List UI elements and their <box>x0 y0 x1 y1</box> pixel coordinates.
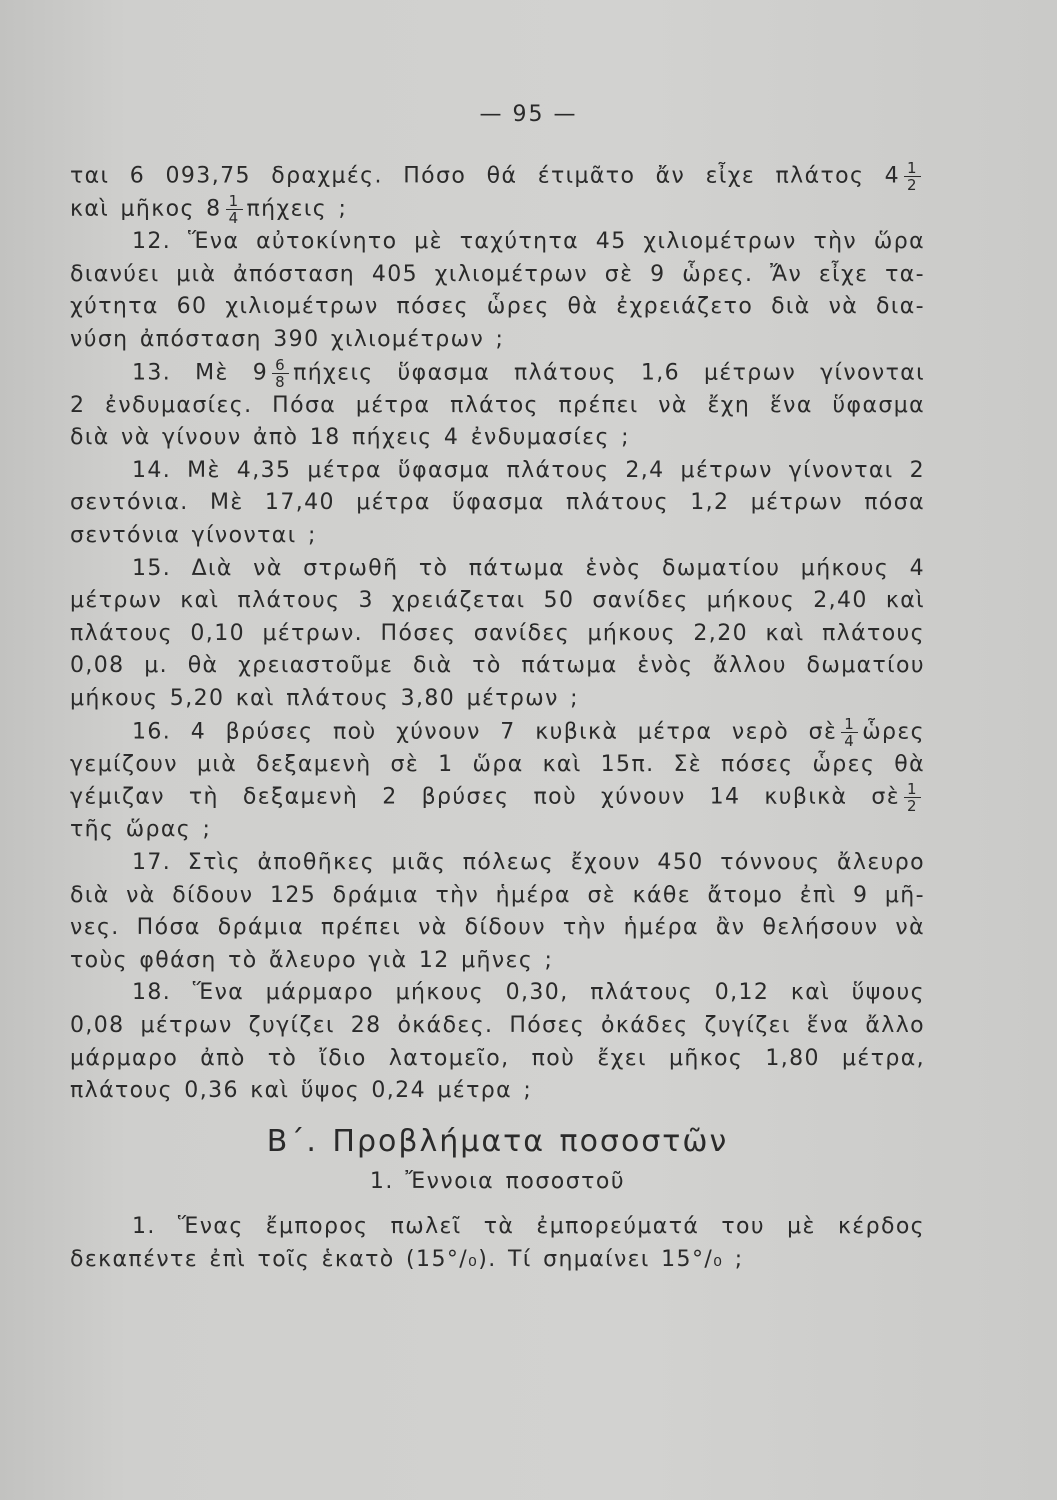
problem-12-line: χύτητα 60 χιλιομέτρων πόσες ὧρες θὰ ἐχρειάζετο διὰ νὰ δια- <box>70 294 925 320</box>
fraction: $\frac{1}{4}$ <box>841 716 858 749</box>
problem-15-line: μέτρων καὶ πλάτους 3 χρειάζεται 50 σανίδες μήκους 2,40 καὶ <box>70 588 925 614</box>
problem-14-line: σεντόνια γίνονται ; <box>70 523 317 549</box>
problem-18-line: 0,08 μέτρων ζυγίζει 28 ὀκάδες. Πόσες ὀκάδες ζυγίζει ἕνα ἄλλο <box>70 1012 925 1038</box>
section-title: Β΄. Προβλήματα ποσοστῶν <box>266 1123 729 1159</box>
problem-17-line: διὰ νὰ δίδουν 125 δράμια τὴν ἡμέρα σὲ κάθε ἄτομο ἐπὶ 9 μῆ- <box>70 882 925 908</box>
problem-15-line: μήκους 5,20 καὶ πλάτους 3,80 μέτρων ; <box>70 686 579 711</box>
page-body <box>70 160 925 1276</box>
problem-17-line: νες. Πόσα δράμια πρέπει νὰ δίδουν τὴν ἡμέρα ἂν θελήσουν νὰ <box>70 915 925 941</box>
problem-13-line: 13. Μὲ 9 $\frac{6}{8}$ πήχεις ὕφασμα πλάτους 1,6 μέτρων γίνονται <box>132 355 925 391</box>
problem-14-line: 14. Μὲ 4,35 μέτρα ὕφασμα πλάτους 2,4 μέτρων γίνονται 2 <box>132 457 925 483</box>
question-1-line: 1. Ἕνας ἔμπορος πωλεῖ τὰ ἐμπορεύματά του μὲ κέρδος <box>132 1213 925 1239</box>
problem-13-line: διὰ νὰ γίνουν ἀπὸ 18 πήχεις 4 ἐνδυμασίες ; <box>70 425 630 451</box>
problem-13-line: 2 ἐνδυμασίες. Πόσα μέτρα πλάτος πρέπει νὰ ἔχη ἕνα ὕφασμα <box>70 392 925 418</box>
problem-17-line: τοὺς φθάση τὸ ἄλευρο γιὰ 12 μῆνες ; <box>70 947 554 973</box>
problem-17-line: 17. Στὶς ἀποθῆκες μιᾶς πόλεως ἔχουν 450 τόννους ἄλευρο <box>132 849 925 875</box>
problem-12-line: διανύει μιὰ ἀπόσταση 405 χιλιομέτρων σὲ 9 ὧρες. Ἄν εἶχε τα- <box>70 261 925 287</box>
problem-16-line: γεμίζουν μιὰ δεξαμενὴ σὲ 1 ὥρα καὶ 15π. Σὲ πόσες ὧρες θὰ <box>70 751 925 777</box>
fraction: $\frac{1}{2}$ <box>904 160 921 193</box>
subsection-title: 1. Ἔννοια ποσοστοῦ <box>369 1169 626 1195</box>
problem-18-line: πλάτους 0,36 καὶ ὕψος 0,24 μέτρα ; <box>70 1078 533 1104</box>
problem-15-line: 15. Διὰ νὰ στρωθῆ τὸ πάτωμα ἑνὸς δωματίου μήκους 4 <box>132 555 925 581</box>
problem-12-line: νύση ἀπόσταση 390 χιλιομέτρων ; <box>70 326 505 352</box>
fraction: $\frac{1}{2}$ <box>904 781 921 814</box>
problem-15-line: πλάτους 0,10 μέτρων. Πόσες σανίδες μήκους 2,20 καὶ πλάτους <box>70 620 925 646</box>
question-1-line: δεκαπέντε ἐπὶ τοῖς ἑκατὸ (15°/₀). Τί σημαίνει 15°/₀ ; <box>70 1246 744 1272</box>
fraction: $\frac{6}{8}$ <box>272 357 289 390</box>
problem-18-line: μάρμαρο ἀπὸ τὸ ἴδιο λατομεῖο, ποὺ ἔχει μῆκος 1,80 μέτρα, <box>70 1045 925 1071</box>
text-line: καὶ μῆκος 8 $\frac{1}{4}$ πήχεις ; <box>70 192 348 228</box>
fraction: $\frac{1}{4}$ <box>226 193 243 226</box>
text-line: ται 6 093,75 δραχμές. Πόσο θά έτιμᾶτο ἄν εἶχε πλάτος 4 $\frac{1}{2}$ <box>70 160 925 193</box>
problem-15-line: 0,08 μ. θὰ χρειαστοῦμε διὰ τὸ πάτωμα ἑνὸς ἄλλου δωματίου <box>70 653 925 679</box>
problem-12-line: 12. Ἕνα αὐτοκίνητο μὲ ταχύτητα 45 χιλιομέτρων τὴν ὥρα <box>132 229 925 255</box>
problem-16-line: 16. 4 βρύσες ποὺ χύνουν 7 κυβικὰ μέτρα νερὸ σὲ $\frac{1}{4}$ ὧρες <box>132 714 925 750</box>
problem-16-line: τῆς ὥρας ; <box>70 817 212 843</box>
problem-18-line: 18. Ἕνα μάρμαρο μήκους 0,30, πλάτους 0,12 καὶ ὕψους <box>132 980 925 1006</box>
problem-14-line: σεντόνια. Μὲ 17,40 μέτρα ὕφασμα πλάτους 1,2 μέτρων πόσα <box>70 490 925 516</box>
problem-16-line: γέμιζαν τὴ δεξαμενὴ 2 βρύσες ποὺ χύνουν 14 κυβικὰ σὲ $\frac{1}{2}$ <box>70 781 925 814</box>
page-number: — 95 — <box>479 102 578 127</box>
